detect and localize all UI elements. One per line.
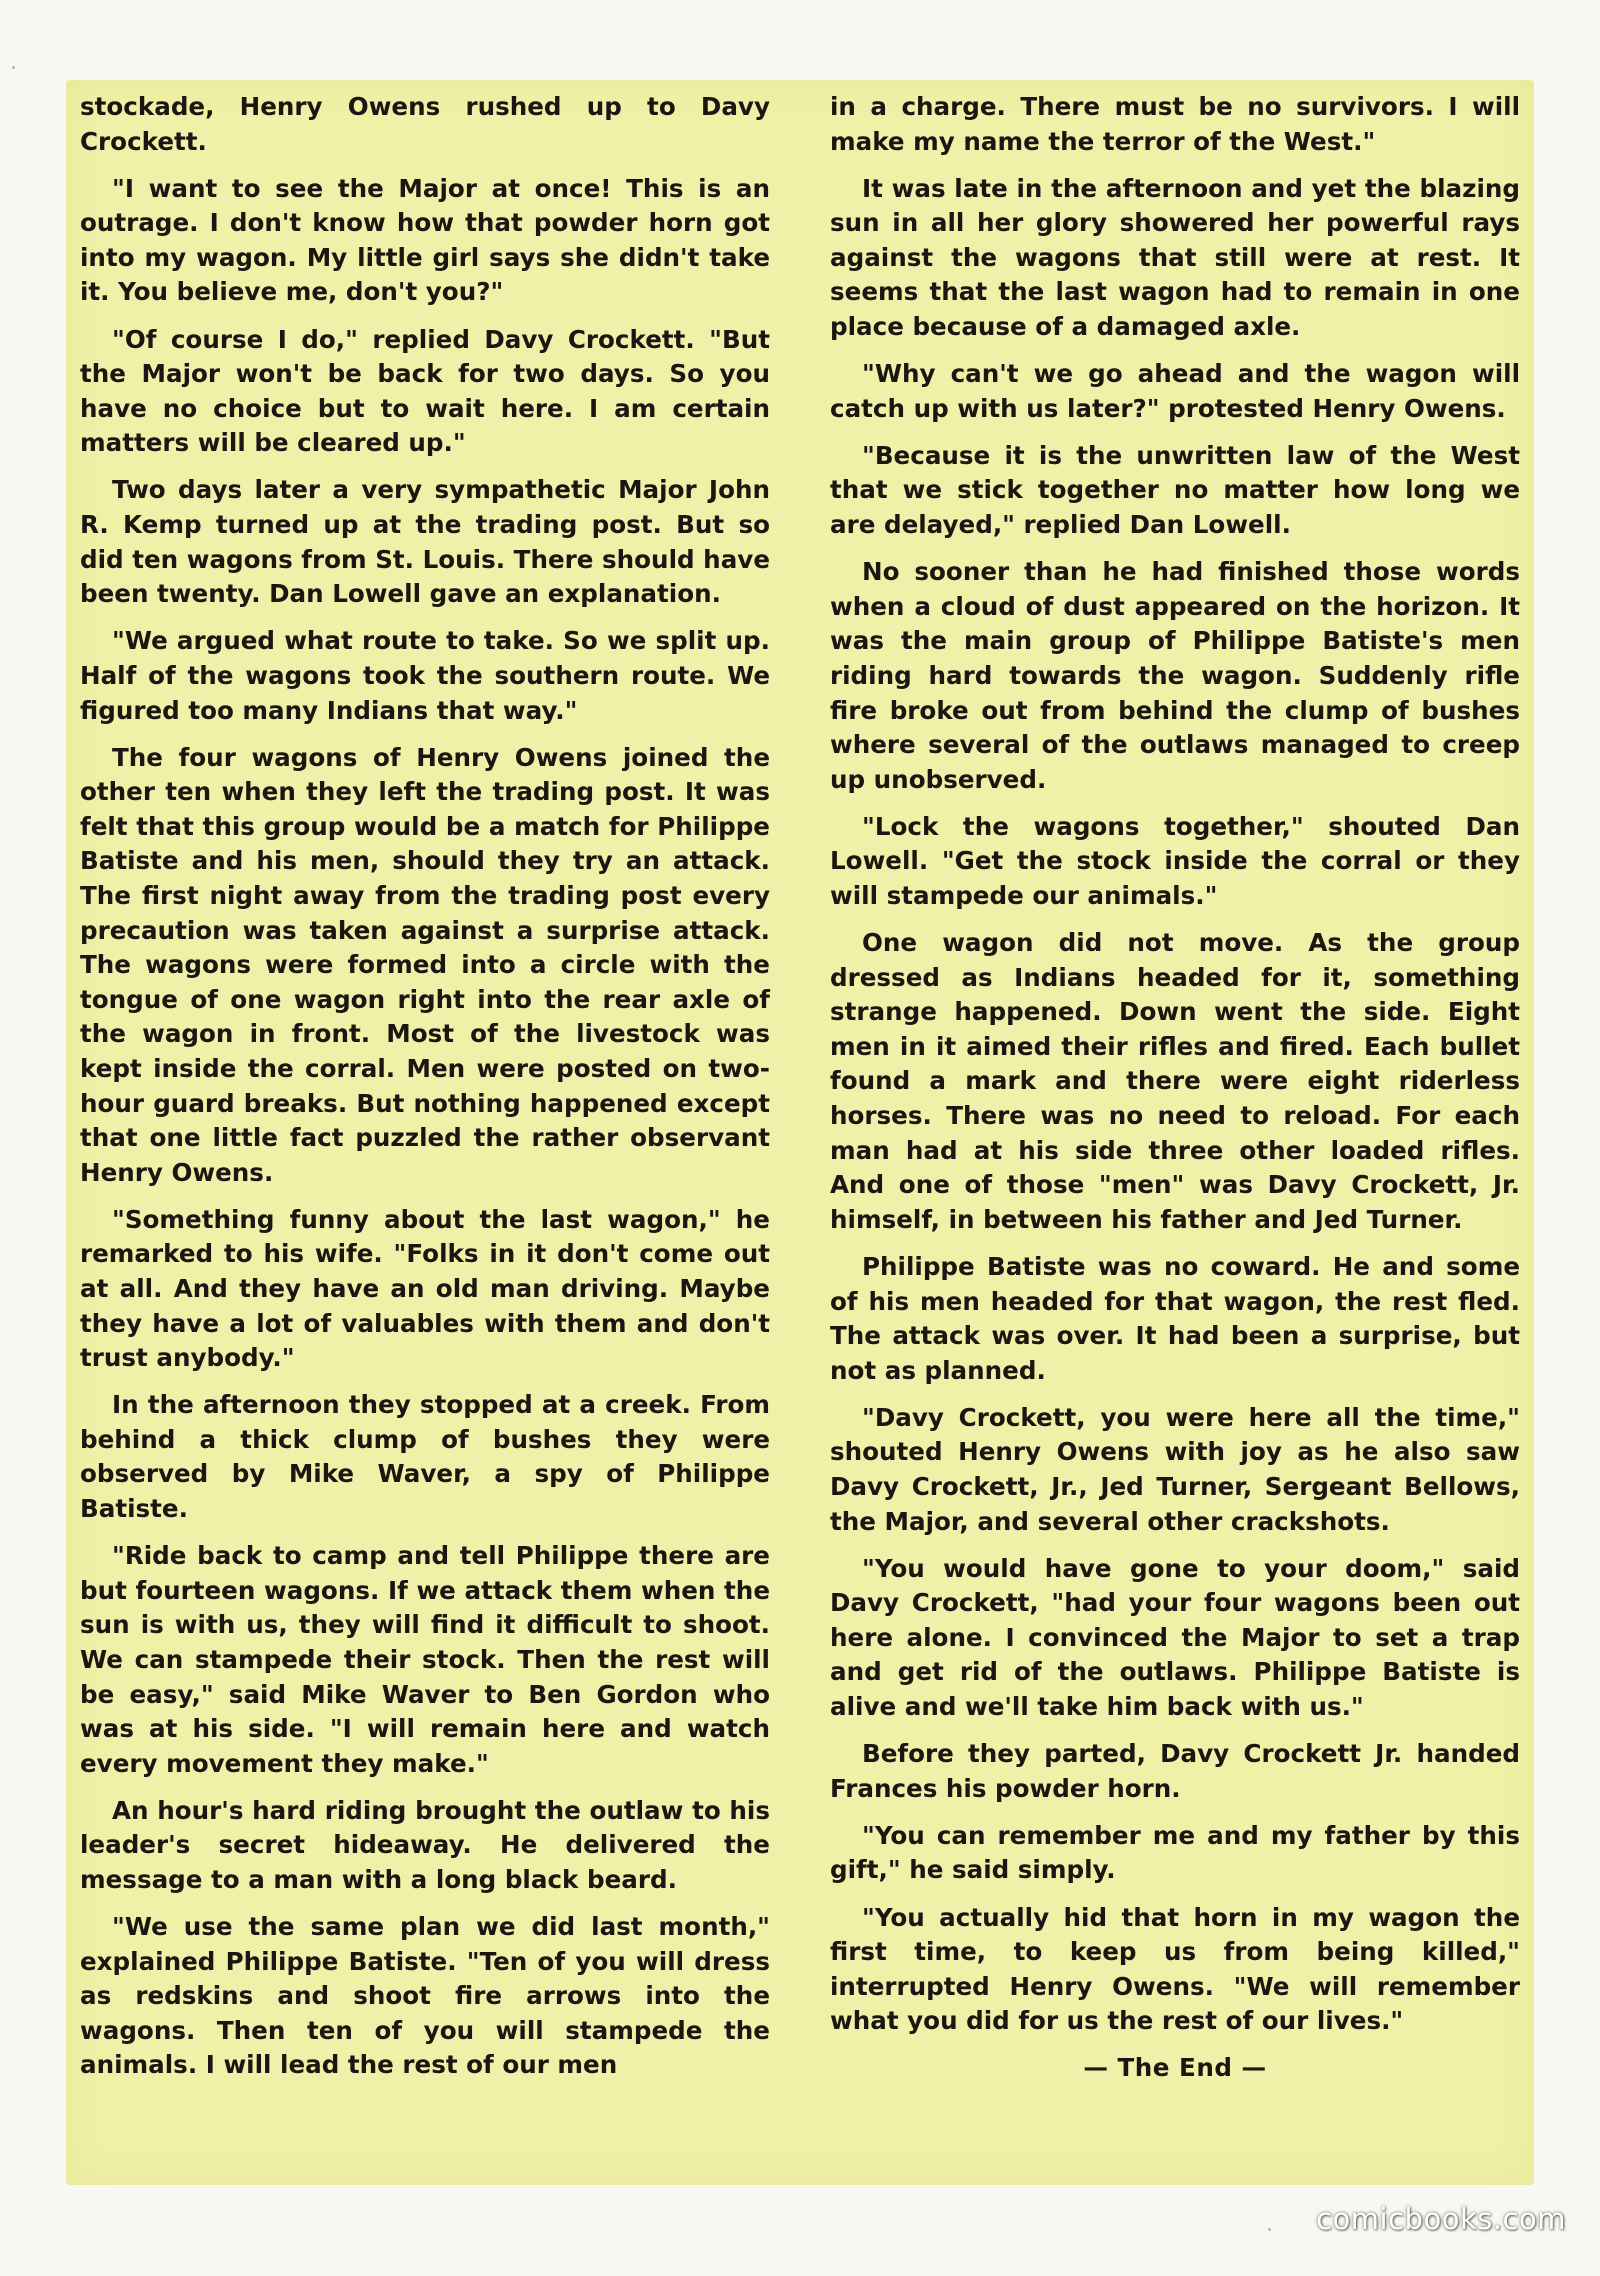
paragraph: in a charge. There must be no survivors. I will make my name the terror of the West." (830, 92, 1520, 156)
paragraph: "We use the same plan we did last month," explained Philippe Batiste. "Ten of you will dress as redskins and shoot fire arrows into the wagons. Then ten of you will stampede the animals. I will lead the rest of our men (80, 1912, 770, 2080)
paragraph: Philippe Batiste was no coward. He and some of his men headed for that wagon, the rest fled. The attack was over. It had been a surprise, but not as planned. (830, 1251, 1520, 1385)
paragraph: "You can remember me and my father by this gift," he said simply. (830, 1820, 1520, 1885)
print-speck (1268, 2228, 1271, 2231)
paragraph: "Lock the wagons together," shouted Dan Lowell. "Get the stock inside the corral or they will stampede our animals." (830, 811, 1520, 910)
paragraph: Before they parted, Davy Crockett Jr. handed Frances his powder horn. (830, 1739, 1520, 1803)
paragraph: The four wagons of Henry Owens joined the other ten when they left the trading post. It was felt that this group would be a match for Philippe Batiste and his men, should they try an attack. The first night away from the trading post every precaution was taken against a surprise attack. The wagons were formed into a circle with the tongue of one wagon right into the rear axle of the wagon in front. Most of the livestock was kept inside the corral. Men were posted on two-hour guard breaks. But nothing happened except that one little fact puzzled the rather observant Henry Owens. (80, 742, 770, 1187)
paragraph: "You actually hid that horn in my wagon the first time, to keep us from being killed," interrupted Henry Owens. "We will remember what you did for us the rest of our lives." (830, 1902, 1520, 2036)
paragraph: "Because it is the unwritten law of the West that we stick together no matter how long we are delayed," replied Dan Lowell. (830, 440, 1520, 540)
right-column (830, 90, 1520, 2098)
paragraph: It was late in the afternoon and yet the blazing sun in all her glory showered her powerful rays against the wagons that still were at rest. It seems that the last wagon had to remain in one place because of a damaged axle. (830, 173, 1520, 342)
paragraph: "Davy Crockett, you were here all the time," shouted Henry Owens with joy as he also saw Davy Crockett, Jr., Jed Turner, Sergeant Bellows, the Major, and several other crackshots. (830, 1402, 1520, 1536)
paragraph: "Of course I do," replied Davy Crockett. "But the Major won't be back for two days. So you have no choice but to wait here. I am certain matters will be cleared up." (80, 324, 770, 458)
print-speck (12, 66, 15, 69)
paragraph: "Ride back to camp and tell Philippe there are but fourteen wagons. If we attack them when the sun is with us, they will find it difficult to shoot. We can stampede their stock. Then the rest will be easy," said Mike Waver to Ben Gordon who was at his side. "I will remain here and watch every movement they make." (80, 1541, 770, 1778)
paragraph: "I want to see the Major at once! This is an outrage. I don't know how that powder horn got into my wagon. My little girl says she didn't take it. You believe me, don't you?" (80, 173, 770, 307)
paragraph: In the afternoon they stopped at a creek. From behind a thick clump of bushes they were observed by Mike Waver, a spy of Philippe Batiste. (80, 1390, 770, 1524)
paragraph: "We argued what route to take. So we split up. Half of the wagons took the southern route. We figured too many Indians that way." (80, 626, 770, 725)
paragraph: Two days later a very sympathetic Major John R. Kemp turned up at the trading post. But so did ten wagons from St. Louis. There should have been twenty. Dan Lowell gave an explanation. (80, 475, 770, 609)
paragraph: stockade, Henry Owens rushed up to Davy Crockett. (80, 92, 770, 156)
site-watermark: comicbooks.com (1316, 2202, 1566, 2236)
paragraph: "You would have gone to your doom," said Davy Crockett, "had your four wagons been out here alone. I convinced the Major to set a trap and get rid of the outlaws. Philippe Batiste is alive and we'll take him back with us." (830, 1553, 1520, 1722)
the-end-label: — The End — (1083, 2053, 1267, 2083)
paragraph: An hour's hard riding brought the outlaw to his leader's secret hideaway. He delivered the message to a man with a long black beard. (80, 1795, 770, 1894)
paragraph: No sooner than he had finished those words when a cloud of dust appeared on the horizon. It was the main group of Philippe Batiste's men riding hard towards the wagon. Suddenly rifle fire broke out from behind the clump of bushes where several of the outlaws managed to creep up unobserved. (830, 557, 1520, 794)
left-column (80, 90, 770, 2096)
paragraph: "Why can't we go ahead and the wagon will catch up with us later?" protested Henry Owens. (830, 359, 1520, 423)
paragraph: "Something funny about the last wagon," he remarked to his wife. "Folks in it don't come out at all. And they have an old man driving. Maybe they have a lot of valuables with them and don't trust anybody." (80, 1204, 770, 1373)
paragraph: One wagon did not move. As the group dressed as Indians headed for it, something strange happened. Down went the side. Eight men in it aimed their rifles and fired. Each bullet found a mark and there were eight riderless horses. There was no need to reload. For each man had at his side three other loaded rifles. And one of those "men" was Davy Crockett, Jr. himself, in between his father and Jed Turner. (830, 928, 1520, 1234)
